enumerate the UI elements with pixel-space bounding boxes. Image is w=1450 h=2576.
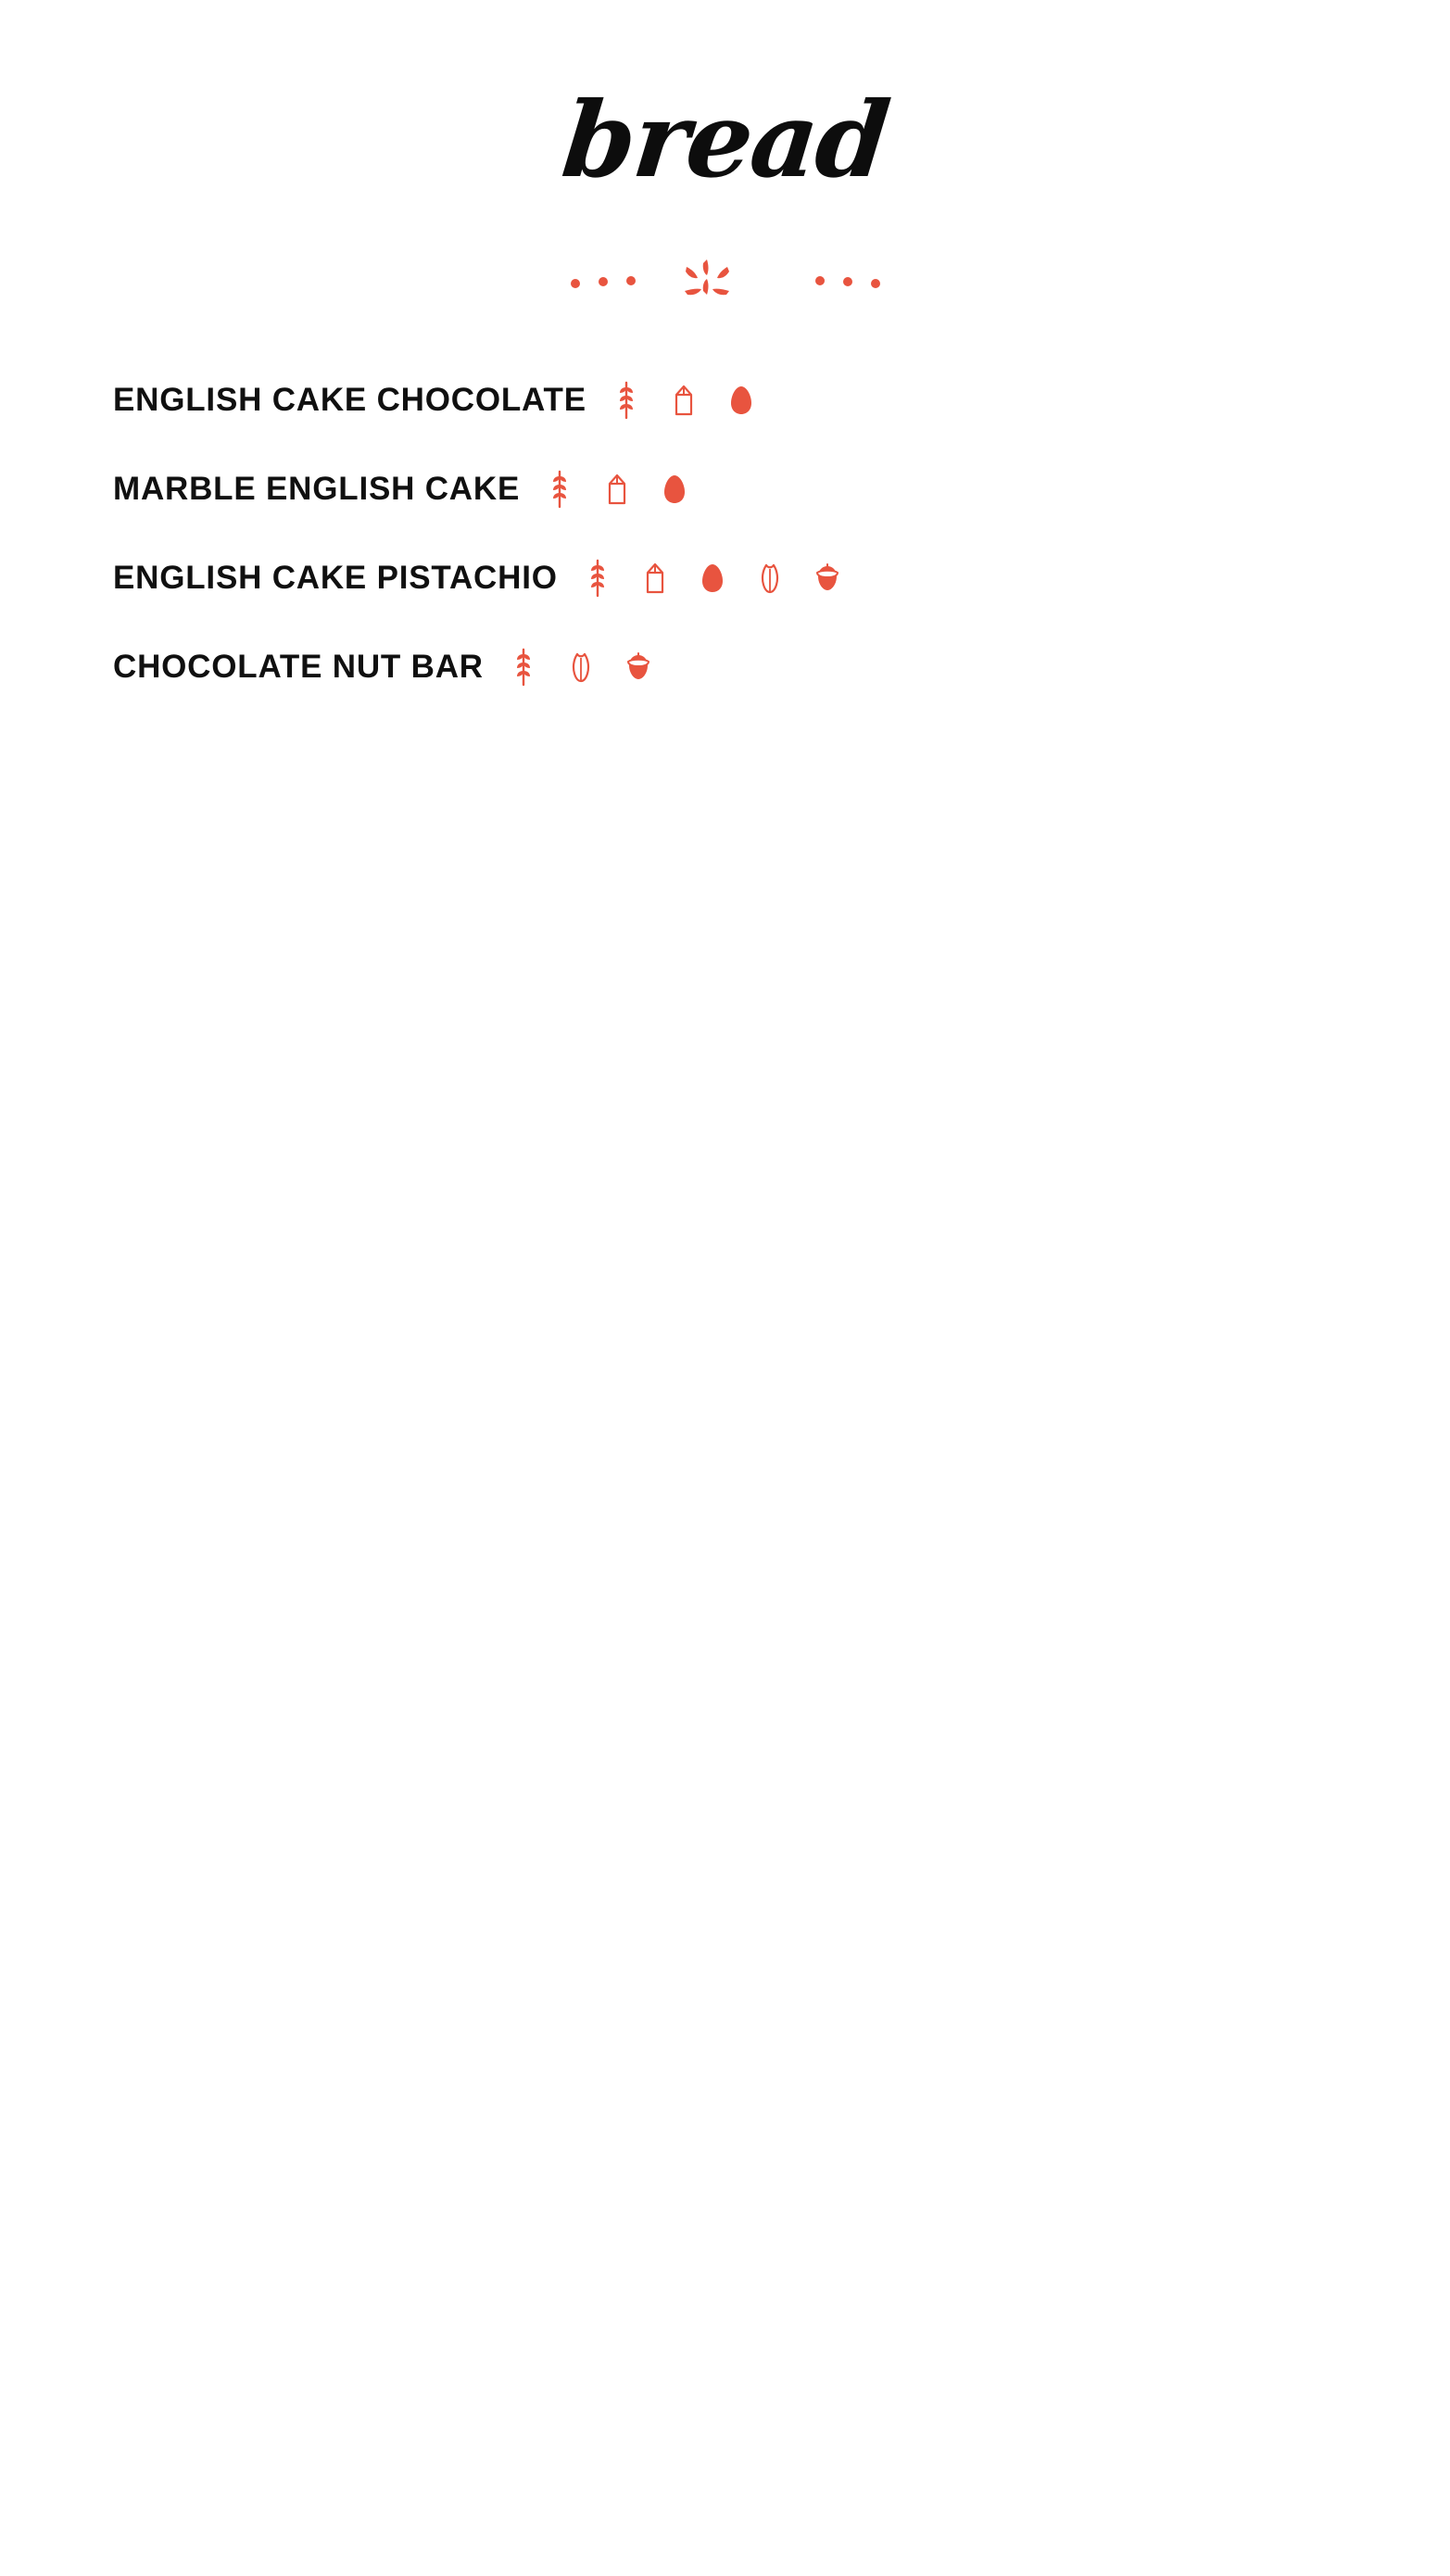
egg-icon [725, 379, 757, 422]
menu-item-row[interactable] [113, 356, 1394, 445]
peanut-icon [754, 557, 786, 600]
milk-carton-icon [668, 379, 700, 422]
nut-icon [812, 557, 843, 600]
allergen-icons [582, 557, 843, 600]
nut-icon [623, 646, 654, 688]
page-title-container [0, 0, 1450, 201]
menu-item-row[interactable] [113, 534, 1394, 623]
allergen-icons [611, 379, 757, 422]
menu-item-name: ENGLISH CAKE PISTACHIO [113, 560, 558, 596]
wheat-icon [508, 646, 539, 688]
menu-item-name: MARBLE ENGLISH CAKE [113, 471, 521, 507]
egg-icon [659, 468, 690, 511]
page-title: bread [556, 80, 894, 201]
decorative-divider [0, 250, 1450, 306]
wheat-icon [582, 557, 613, 600]
peanut-icon [565, 646, 597, 688]
menu-item-row[interactable] [113, 445, 1394, 534]
allergen-icons [544, 468, 690, 511]
sparkle-dots-divider-icon [568, 250, 883, 306]
egg-icon [697, 557, 728, 600]
menu-item-name: CHOCOLATE NUT BAR [113, 649, 484, 685]
milk-carton-icon [601, 468, 633, 511]
wheat-icon [611, 379, 642, 422]
allergen-icons [508, 646, 654, 688]
menu-list [0, 356, 1450, 712]
menu-item-row[interactable] [113, 623, 1394, 712]
milk-carton-icon [639, 557, 671, 600]
menu-item-name: ENGLISH CAKE CHOCOLATE [113, 382, 586, 418]
wheat-icon [544, 468, 575, 511]
